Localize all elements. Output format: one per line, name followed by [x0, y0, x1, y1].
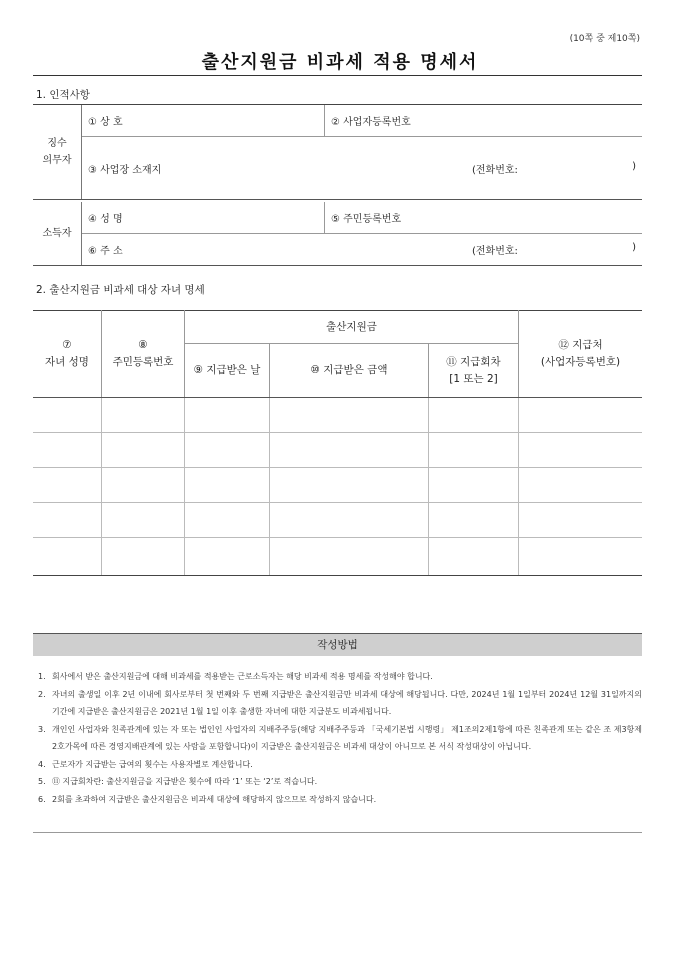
guide-item-text: 개인인 사업자와 친족관계에 있는 자 또는 법인인 사업자의 지배주주등(해당 지배주주등과 「국세기본법 시행령」 제1조의2제1항에 따른 친족관계 또는 같은 조 제3항제2호가목에 따른 경영지배관계에 있는 사람을 포함합니다)이 지급받은 출산지원금은 비과세 대상이 아니므로 본 서식 작성대상이 아닙니다.	[52, 724, 642, 751]
col-resident-no-num: ⑧	[138, 339, 148, 351]
children-table	[33, 310, 642, 576]
title-divider	[33, 75, 642, 76]
guide-item-text: ⑪ 지급회차란: 출산지원금을 지급받은 횟수에 따라 ‘1’ 또는 ‘2’로 적습니다.	[52, 777, 318, 786]
business-address-label: ③ 사업장 소재지	[88, 164, 162, 176]
section1-heading: 1. 인적사항	[36, 89, 90, 101]
col-payer-line2: (사업자등록번호)	[540, 356, 621, 368]
form-title: 출산지원금 비과세 적용 명세서	[201, 52, 479, 73]
payer-label-line2: 의무자	[42, 155, 72, 166]
col-payment-round	[429, 344, 519, 398]
business-phone-close: )	[632, 160, 636, 172]
earner-phone-close: )	[632, 242, 636, 253]
guide-title: 작성방법	[33, 633, 642, 656]
earner-phone	[472, 242, 636, 257]
name-label: ④ 성 명	[88, 214, 123, 225]
company-field[interactable]	[82, 105, 325, 137]
col-child-name	[33, 311, 102, 398]
guide-item-text: 2회를 초과하여 지급받은 출산지원금은 비과세 대상에 해당하지 않으므로 작성하지 않습니다.	[52, 794, 377, 804]
guide-item-number: 1.	[38, 672, 46, 681]
col-amount: ⑩ 지급받은 금액	[270, 344, 429, 398]
guide-bottom-rule	[33, 832, 642, 833]
col-grant-group: 출산지원금	[185, 311, 519, 344]
earner-phone-label: (전화번호:	[472, 246, 518, 257]
guide-item	[38, 668, 642, 686]
business-address-field[interactable]	[82, 137, 643, 200]
table-row	[33, 468, 642, 503]
section2-heading: 2. 출산지원금 비과세 대상 자녀 명세	[36, 284, 205, 296]
business-reg-no-label: ② 사업자등록번호	[331, 117, 411, 128]
business-reg-no-field[interactable]	[325, 105, 643, 137]
guide-item-number: 4.	[38, 759, 46, 769]
earner-label: 소득자	[33, 202, 82, 266]
guide-item	[38, 791, 642, 809]
col-resident-no-label: 주민등록번호	[112, 356, 174, 368]
col-payer-line1: ⑫ 지급처	[558, 339, 603, 351]
business-phone-label: (전화번호:	[472, 164, 518, 176]
address-label: ⑥ 주 소	[88, 246, 123, 257]
guide-item-text: 자녀의 출생일 이후 2년 이내에 회사로부터 첫 번째와 두 번째 지급받은 출산지원금만 비과세 대상에 해당됩니다. 다만, 2024년 1월 1일부터 2024년 12월 31일까지의 기간에 지급받은 출산지원금은 2021년 1월 1일 이후 출생한 자녀에 대한 지급분도 비과세됩니다.	[52, 689, 642, 716]
guide-item-number: 6.	[38, 794, 46, 804]
guide-item-number: 3.	[38, 724, 46, 734]
payer-label	[33, 105, 82, 200]
guide-item	[38, 756, 642, 774]
resident-no-field[interactable]	[325, 202, 643, 234]
guide-item	[38, 773, 642, 791]
table-row	[33, 398, 642, 433]
table-row	[33, 433, 642, 468]
guide-item-number: 5.	[38, 777, 46, 786]
col-payer	[519, 311, 643, 398]
guide-item-text: 회사에서 받은 출산지원금에 대해 비과세를 적용받는 근로소득자는 해당 비과세 적용 명세를 작성해야 합니다.	[52, 672, 433, 681]
payer-label-line1: 징수	[47, 138, 67, 149]
guide-item-number: 2.	[38, 689, 46, 699]
col-resident-no	[102, 311, 185, 398]
resident-no-label: ⑤ 주민등록번호	[331, 214, 402, 225]
personal-info-table	[33, 105, 642, 266]
col-child-name-num: ⑦	[62, 339, 72, 351]
col-date-paid: ⑨ 지급받은 날	[185, 344, 270, 398]
company-label: ① 상 호	[88, 117, 123, 128]
guide-item-text: 근로자가 지급받는 급여의 횟수는 사용자별로 계산합니다.	[52, 759, 253, 769]
name-field[interactable]	[82, 202, 325, 234]
business-phone	[472, 161, 636, 176]
col-child-name-label: 자녀 성명	[45, 356, 89, 368]
guide-item	[38, 686, 642, 721]
guide-item	[38, 721, 642, 756]
col-payment-round-line2: [1 또는 2]	[449, 372, 498, 385]
guide-list	[38, 668, 642, 808]
address-field[interactable]	[82, 234, 643, 266]
page-number: (10쪽 중 제10쪽)	[569, 34, 640, 44]
table-row	[33, 538, 642, 576]
col-payment-round-line1: ⑪ 지급회차	[446, 355, 501, 368]
table-row	[33, 503, 642, 538]
